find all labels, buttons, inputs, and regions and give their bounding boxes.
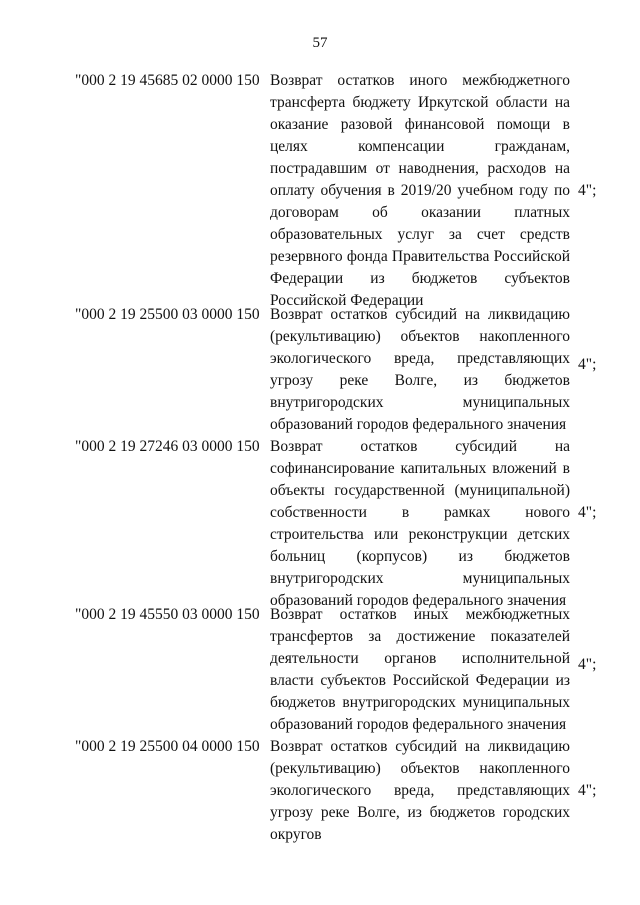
budget-code-description: Возврат остатков субсидий на софинансирование капитальных вложений в объекты государственной (муниципальной) собственности в рамках нового строительства или реконструкции детских больниц (корпусов) из бюджетов внутригородских муниципальных образований городов федерального значения xyxy=(270,438,570,609)
entry-end-mark: 4"; xyxy=(578,182,597,199)
budget-code-description: Возврат остатков субсидий на ликвидацию (рекультивацию) объектов накопленного экологического вреда, представляющих угрозу реке Волге, из бюджетов городских округов xyxy=(270,738,570,843)
page-number: 57 xyxy=(312,35,328,51)
budget-code-description: Возврат остатков субсидий на ликвидацию (рекультивацию) объектов накопленного экологического вреда, представляющих угрозу реке Волге, из бюджетов внутригородских муниципальных образований городов федерального значения xyxy=(270,306,570,433)
budget-code: "000 2 19 45685 02 0000 150 xyxy=(75,72,260,89)
entry-end-mark: 4"; xyxy=(578,504,597,521)
budget-code: "000 2 19 25500 03 0000 150 xyxy=(75,306,260,323)
entry-end-mark: 4"; xyxy=(578,782,597,799)
entry-end-mark: 4"; xyxy=(578,656,597,673)
budget-code-description: Возврат остатков иного межбюджетного трансферта бюджету Иркутской области на оказание разовой финансовой помощи в целях компенсации гражданам, пострадавшим от наводнения, расходов на оплату обучения в 2019/20 учебном году по договорам об оказании платных образовательных услуг за счет средств резервного фонда Правительства Российской Федерации из бюджетов субъектов Российской Федерации xyxy=(270,72,570,309)
budget-code-description: Возврат остатков иных межбюджетных трансфертов за достижение показателей деятельности органов исполнительной власти субъектов Российской Федерации из бюджетов внутригородских муниципальных образований городов федерального значения xyxy=(270,606,570,733)
budget-code: "000 2 19 27246 03 0000 150 xyxy=(75,438,260,455)
entry-end-mark: 4"; xyxy=(578,356,597,373)
budget-code: "000 2 19 45550 03 0000 150 xyxy=(75,606,260,623)
budget-code: "000 2 19 25500 04 0000 150 xyxy=(75,738,260,755)
